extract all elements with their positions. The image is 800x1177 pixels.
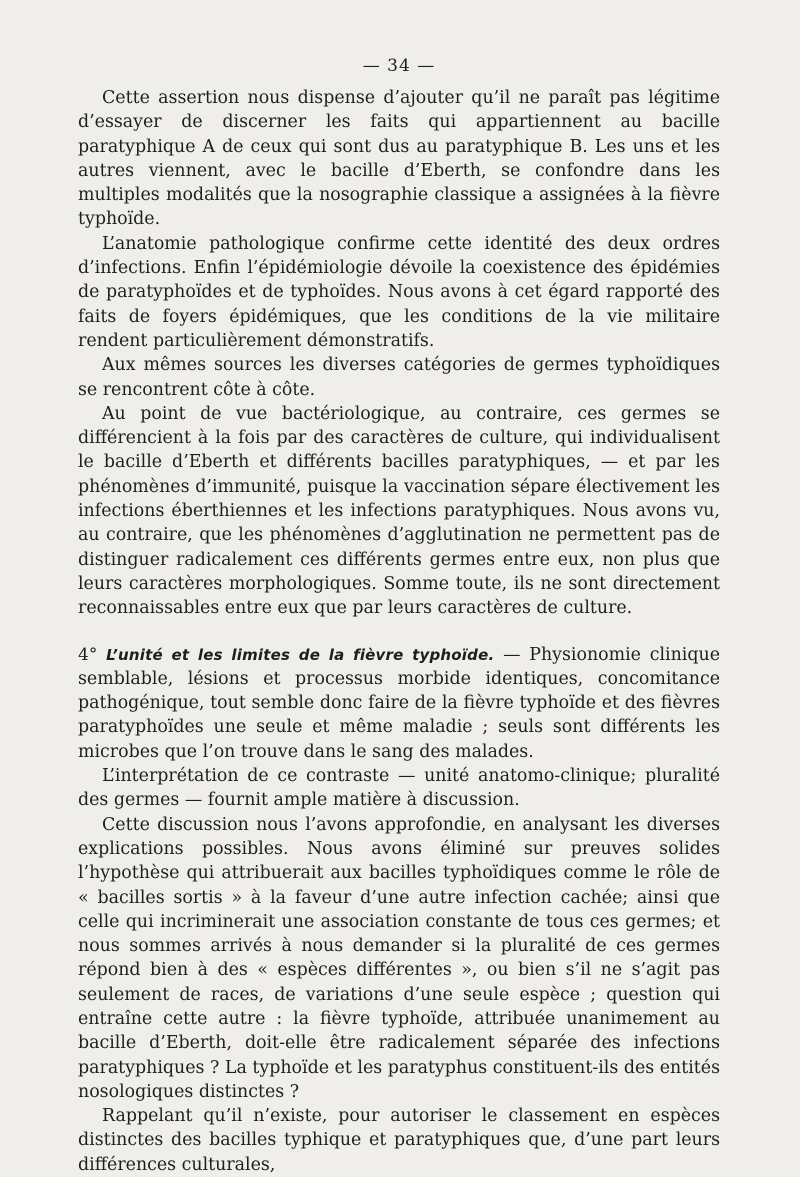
paragraph: Au point de vue bactériologique, au contraire, ces germes se différencient à la fois par des caractères de culture, qui individualisent le bacille d’Eberth et différents bacilles paratyphiques, — et par les phénomènes d’immunité, puisque la vaccination sépare électivement les infections éberthiennes et les infections paratyphiques. Nous avons vu, au contraire, que les phénomènes d’agglutination ne permettent pas de distinguer radicalement ces différents germes entre eux, non plus que leurs caractères morphologiques. Somme toute, ils ne sont directement reconnaissables entre eux que par leurs caractères de culture. xyxy=(78,403,720,619)
paragraph: L’interprétation de ce contraste — unité anatomo-clinique; pluralité des germes — fournit ample matière à discussion. xyxy=(78,766,720,811)
paragraph: Cette discussion nous l’avons approfondie, en analysant les diverses explications possibles. Nous avons éliminé sur preuves solides l’hypothèse qui attribuerait aux bacilles typhoïdiques comme le rôle de « bacilles sortis » à la faveur d’une autre infection cachée; ainsi que celle qui incriminerait une association constante de tous ces germes; et nous sommes arrivés à nous demander si la pluralité de ces germes répond bien à des « espèces différentes », ou bien s’il ne s’agit pas seulement de races, de variations d’une seule espèce ; question qui entraîne cette autre : la fièvre typhoïde, attribuée unanimement au bacille d’Eberth, doit-elle être radicalement séparée des infections paratyphiques ? La typhoïde et les paratyphus constituent-ils des entités nosologiques distinctes ? xyxy=(78,814,720,1102)
page-number: — 34 — xyxy=(362,56,436,76)
paragraph: Rappelant qu’il n’existe, pour autoriser le classement en espèces distinctes des bacilles typhique et paratyphiques que, d’une part leurs différences culturales, xyxy=(78,1106,720,1175)
section-gap xyxy=(78,621,720,643)
section-lead-text: — Physionomie clinique semblable, lésions et processus morbide identiques, concomitance pathogénique, tout semble donc faire de la fièvre typhoïde et des fièvres paratyphoïdes une seule et même maladie ; seuls sont différents les microbes que l’on trouve dans le sang des malades. xyxy=(78,644,720,762)
section-number: 4° xyxy=(78,644,98,665)
body-text-top xyxy=(78,86,720,621)
section-lead-paragraph xyxy=(78,643,720,764)
paragraph: Aux mêmes sources les diverses catégories de germes typhoïdiques se rencontrent côte à côte. xyxy=(78,355,720,400)
paragraph: L’anatomie pathologique confirme cette identité des deux ordres d’infections. Enfin l’épidémiologie dévoile la coexistence des épidémies de paratyphoïdes et de typhoïdes. Nous avons à cet égard rapporté des faits de foyers épidémiques, que les conditions de la vie militaire rendent particulièrement démonstratifs. xyxy=(78,233,720,351)
section-heading: L’unité et les limites de la fièvre typhoïde. xyxy=(106,645,495,664)
paragraph: Cette assertion nous dispense d’ajouter qu’il ne paraît pas légitime d’essayer de discerner les faits qui appartiennent au bacille paratyphique A de ceux qui sont dus au paratyphique B. Les uns et les autres viennent, avec le bacille d’Eberth, se confondre dans les multiples modalités que la nosographie classique a assignées à la fièvre typhoïde. xyxy=(78,88,720,230)
section-4 xyxy=(78,643,720,1177)
